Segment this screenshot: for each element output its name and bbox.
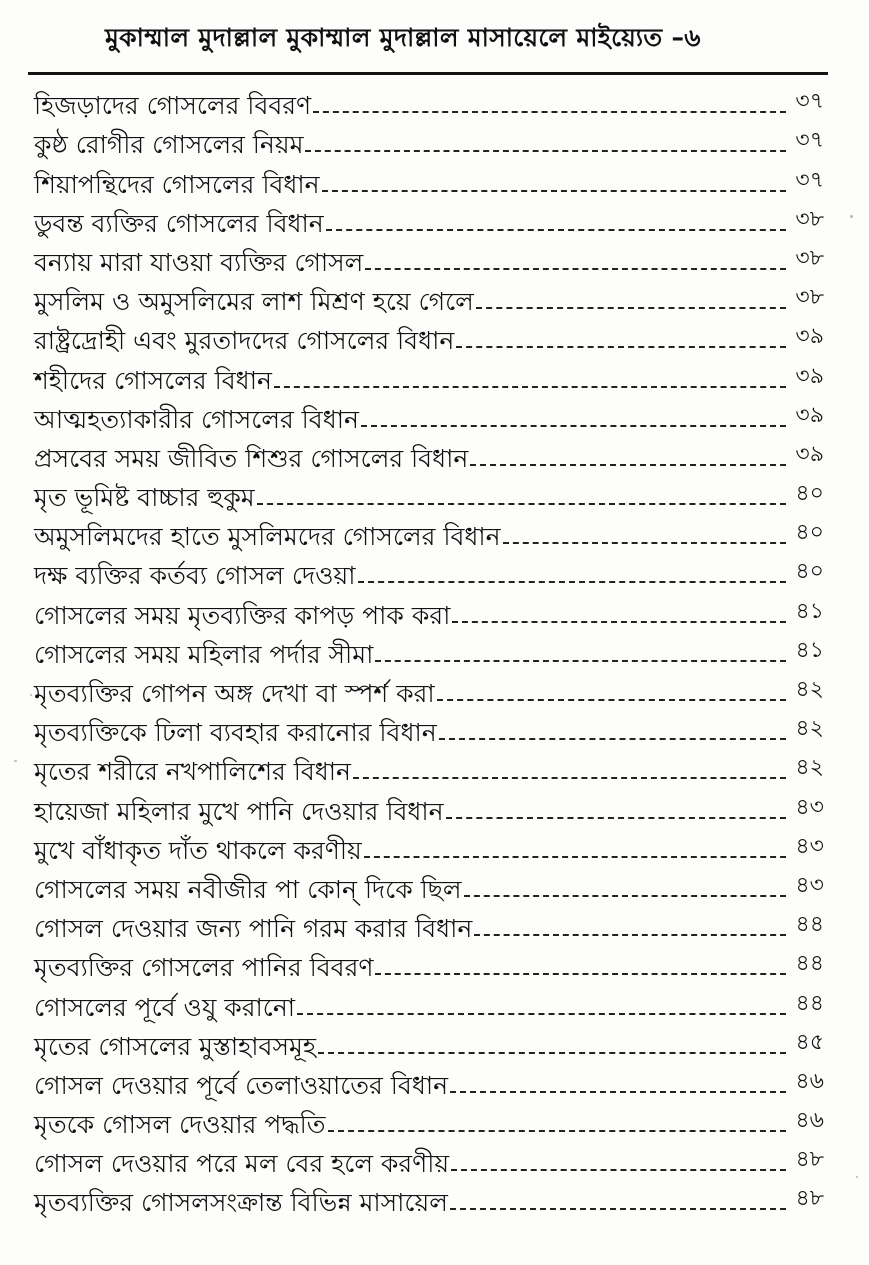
toc-dash-leader bbox=[439, 738, 786, 740]
toc-entry bbox=[34, 319, 824, 358]
toc-entry-page-number: ৩৭ bbox=[795, 89, 824, 115]
toc-dash-leader bbox=[353, 777, 786, 779]
toc-entry bbox=[34, 1064, 824, 1103]
toc-entry bbox=[34, 476, 824, 515]
toc-entry bbox=[34, 1103, 824, 1142]
toc-entry-title: প্রসবের সময় জীবিত শিশুর গোসলের বিধান bbox=[34, 443, 469, 473]
toc-entry bbox=[34, 123, 824, 162]
toc-entry-title: হিজড়াদের গোসলের বিবরণ bbox=[34, 91, 312, 121]
header-rule bbox=[28, 72, 828, 75]
toc-entry-page-number: ৪৪ bbox=[795, 990, 824, 1016]
toc-entry-page-number: ৩৯ bbox=[795, 402, 824, 428]
toc-entry bbox=[34, 868, 824, 907]
toc-entry-page-number: ৩৯ bbox=[795, 441, 824, 467]
toc-entry-page-number: ৪১ bbox=[795, 598, 824, 624]
toc-entry bbox=[34, 789, 824, 828]
toc-entry-page-number: ৪৮ bbox=[795, 1186, 824, 1212]
toc-entry-title: মৃতব্যক্তির গোসলের পানির বিবরণ bbox=[34, 953, 374, 983]
toc-entry-title: গোসলের পূর্বে ওযু করানো bbox=[34, 992, 295, 1022]
toc-dash-leader bbox=[358, 581, 786, 583]
toc-dash-leader bbox=[365, 268, 786, 270]
toc-dash-leader bbox=[452, 621, 786, 623]
toc-entry-page-number: ৪২ bbox=[795, 755, 824, 781]
toc-entry-page-number: ৪২ bbox=[795, 677, 824, 702]
paper-speck bbox=[850, 215, 853, 218]
toc-entry-page-number: ৪০ bbox=[795, 520, 824, 546]
toc-entry bbox=[34, 633, 824, 672]
toc-entry-page-number: ৪৮ bbox=[795, 1147, 824, 1173]
toc-entry bbox=[34, 358, 824, 397]
toc-dash-leader bbox=[474, 934, 786, 936]
toc-dash-leader bbox=[326, 229, 786, 231]
toc-entry-title: মৃতব্যক্তির গোসলসংক্রান্ত বিভিন্ন মাসায়েল bbox=[34, 1188, 448, 1218]
toc-entry bbox=[34, 437, 824, 476]
paper-speck bbox=[856, 1176, 858, 1178]
toc-dash-leader bbox=[446, 817, 786, 819]
toc-entry-title: মৃতব্যক্তির গোপন অঙ্গ দেখা বা স্পর্শ করা bbox=[34, 679, 435, 708]
toc-dash-leader bbox=[503, 542, 786, 544]
toc-entry-title: শহীদের গোসলের বিধান bbox=[34, 365, 272, 395]
toc-entry bbox=[34, 985, 824, 1024]
toc-dash-leader bbox=[437, 699, 786, 701]
toc-entry bbox=[34, 162, 824, 201]
toc-entry bbox=[34, 672, 824, 711]
toc-dash-leader bbox=[305, 150, 786, 152]
toc-entry bbox=[34, 1142, 824, 1181]
toc-entry-page-number: ৪৫ bbox=[795, 1029, 824, 1055]
toc-entry-title: শিয়াপন্থিদের গোসলের বিধান bbox=[34, 169, 320, 199]
toc-entry-title: দক্ষ ব্যক্তির কর্তব্য গোসল দেওয়া bbox=[34, 561, 356, 591]
toc-entry bbox=[34, 398, 824, 437]
toc-entry bbox=[34, 593, 824, 632]
toc-entry bbox=[34, 946, 824, 985]
paper-speck bbox=[30, 694, 32, 696]
toc-entry bbox=[34, 829, 824, 868]
toc-entry bbox=[34, 1181, 824, 1220]
toc-dash-leader bbox=[297, 1013, 786, 1015]
table-of-contents bbox=[34, 84, 824, 1220]
toc-entry-title: গোসলের সময় মহিলার পর্দার সীমা bbox=[34, 639, 374, 669]
running-header bbox=[0, 18, 869, 58]
paper-speck bbox=[14, 760, 17, 762]
toc-dash-leader bbox=[257, 503, 786, 505]
toc-dash-leader bbox=[318, 1052, 786, 1054]
toc-entry-title: অমুসলিমদের হাতে মুসলিমদের গোসলের বিধান bbox=[34, 522, 501, 552]
toc-entry bbox=[34, 711, 824, 750]
toc-dash-leader bbox=[464, 895, 786, 897]
toc-entry-title: ডুবন্ত ব্যক্তির গোসলের বিধান bbox=[34, 208, 324, 238]
toc-entry bbox=[34, 202, 824, 241]
toc-entry-page-number: ৪৩ bbox=[795, 872, 824, 898]
toc-entry-title: মুখে বাঁধাকৃত দাঁত থাকলে করণীয় bbox=[34, 835, 362, 865]
toc-entry bbox=[34, 907, 824, 946]
toc-entry-title: মৃত ভূমিষ্ট বাচ্চার হুকুম bbox=[34, 483, 255, 513]
toc-entry-title: গোসল দেওয়ার পূর্বে তেলাওয়াতের বিধান bbox=[34, 1070, 449, 1100]
toc-entry-title: হায়েজা মহিলার মুখে পানি দেওয়ার বিধান bbox=[34, 796, 444, 826]
toc-entry bbox=[34, 84, 824, 123]
toc-dash-leader bbox=[322, 190, 786, 192]
running-header-title: মুকাম্মাল মুদাল্লাল মুকাম্মাল মুদাল্লাল মাসায়েলে মাইয়্যেত –৬ bbox=[105, 23, 701, 52]
toc-entry-title: কুষ্ঠ রোগীর গোসলের নিয়ম bbox=[34, 130, 304, 160]
toc-entry-title: মৃতের গোসলের মুস্তাহাবসমূহ bbox=[34, 1031, 316, 1061]
toc-entry bbox=[34, 515, 824, 554]
toc-entry-page-number: ৪৪ bbox=[795, 912, 824, 938]
toc-entry-page-number: ৩৮ bbox=[795, 206, 824, 232]
toc-entry bbox=[34, 1025, 824, 1064]
toc-entry-title: গোসলের সময় নবীজীর পা কোন্ দিকে ছিল bbox=[34, 874, 462, 904]
toc-entry-page-number: ৩৭ bbox=[795, 167, 824, 193]
toc-entry-page-number: ৩৮ bbox=[795, 245, 824, 271]
toc-dash-leader bbox=[470, 464, 786, 466]
toc-dash-leader bbox=[476, 307, 786, 309]
toc-entry-page-number: ৪৬ bbox=[795, 1108, 824, 1134]
toc-dash-leader bbox=[451, 1169, 786, 1171]
toc-dash-leader bbox=[364, 856, 786, 858]
toc-entry-title: গোসল দেওয়ার পরে মল বের হলে করণীয় bbox=[34, 1149, 450, 1179]
toc-entry-page-number: ৪০ bbox=[795, 559, 824, 585]
toc-dash-leader bbox=[375, 973, 786, 975]
toc-entry-page-number: ৪২ bbox=[795, 716, 824, 742]
toc-entry-page-number: ৩৯ bbox=[795, 363, 824, 389]
toc-entry-page-number: ৪০ bbox=[795, 481, 824, 507]
toc-dash-leader bbox=[313, 111, 786, 113]
toc-dash-leader bbox=[450, 1208, 786, 1210]
toc-entry-title: বন্যায় মারা যাওয়া ব্যক্তির গোসল bbox=[34, 247, 364, 277]
toc-entry-page-number: ৪৩ bbox=[795, 794, 824, 820]
toc-entry bbox=[34, 554, 824, 593]
toc-dash-leader bbox=[361, 425, 786, 427]
toc-entry-title: মৃতের শরীরে নখপালিশের বিধান bbox=[34, 757, 351, 787]
toc-entry-page-number: ৪৩ bbox=[795, 833, 824, 859]
toc-entry-page-number: ৩৯ bbox=[795, 324, 824, 350]
toc-entry-page-number: ৩৮ bbox=[795, 285, 824, 311]
toc-entry-title: আত্মহত্যাকারীর গোসলের বিধান bbox=[34, 404, 359, 434]
toc-dash-leader bbox=[450, 1091, 786, 1093]
toc-entry-page-number: ৪৪ bbox=[795, 951, 824, 977]
toc-dash-leader bbox=[274, 386, 786, 388]
toc-entry-page-number: ৩৭ bbox=[795, 128, 824, 154]
toc-entry-page-number: ৪৬ bbox=[795, 1068, 824, 1094]
toc-dash-leader bbox=[456, 346, 786, 348]
toc-entry-title: রাষ্ট্রদ্রোহী এবং মুরতাদদের গোসলের বিধান bbox=[34, 326, 455, 356]
toc-entry-title: গোসল দেওয়ার জন্য পানি গরম করার বিধান bbox=[34, 914, 473, 944]
toc-entry bbox=[34, 750, 824, 789]
toc-entry bbox=[34, 280, 824, 319]
toc-entry-page-number: ৪১ bbox=[795, 637, 824, 663]
toc-entry bbox=[34, 241, 824, 280]
toc-entry-title: মুসলিম ও অমুসলিমের লাশ মিশ্রণ হয়ে গেলে bbox=[34, 287, 474, 317]
toc-dash-leader bbox=[375, 660, 786, 662]
toc-entry-title: মৃতব্যক্তিকে ঢিলা ব্যবহার করানোর বিধান bbox=[34, 718, 437, 748]
toc-entry-title: গোসলের সময় মৃতব্যক্তির কাপড় পাক করা bbox=[34, 600, 451, 630]
toc-entry-title: মৃতকে গোসল দেওয়ার পদ্ধতি bbox=[34, 1110, 326, 1140]
toc-dash-leader bbox=[328, 1130, 786, 1132]
